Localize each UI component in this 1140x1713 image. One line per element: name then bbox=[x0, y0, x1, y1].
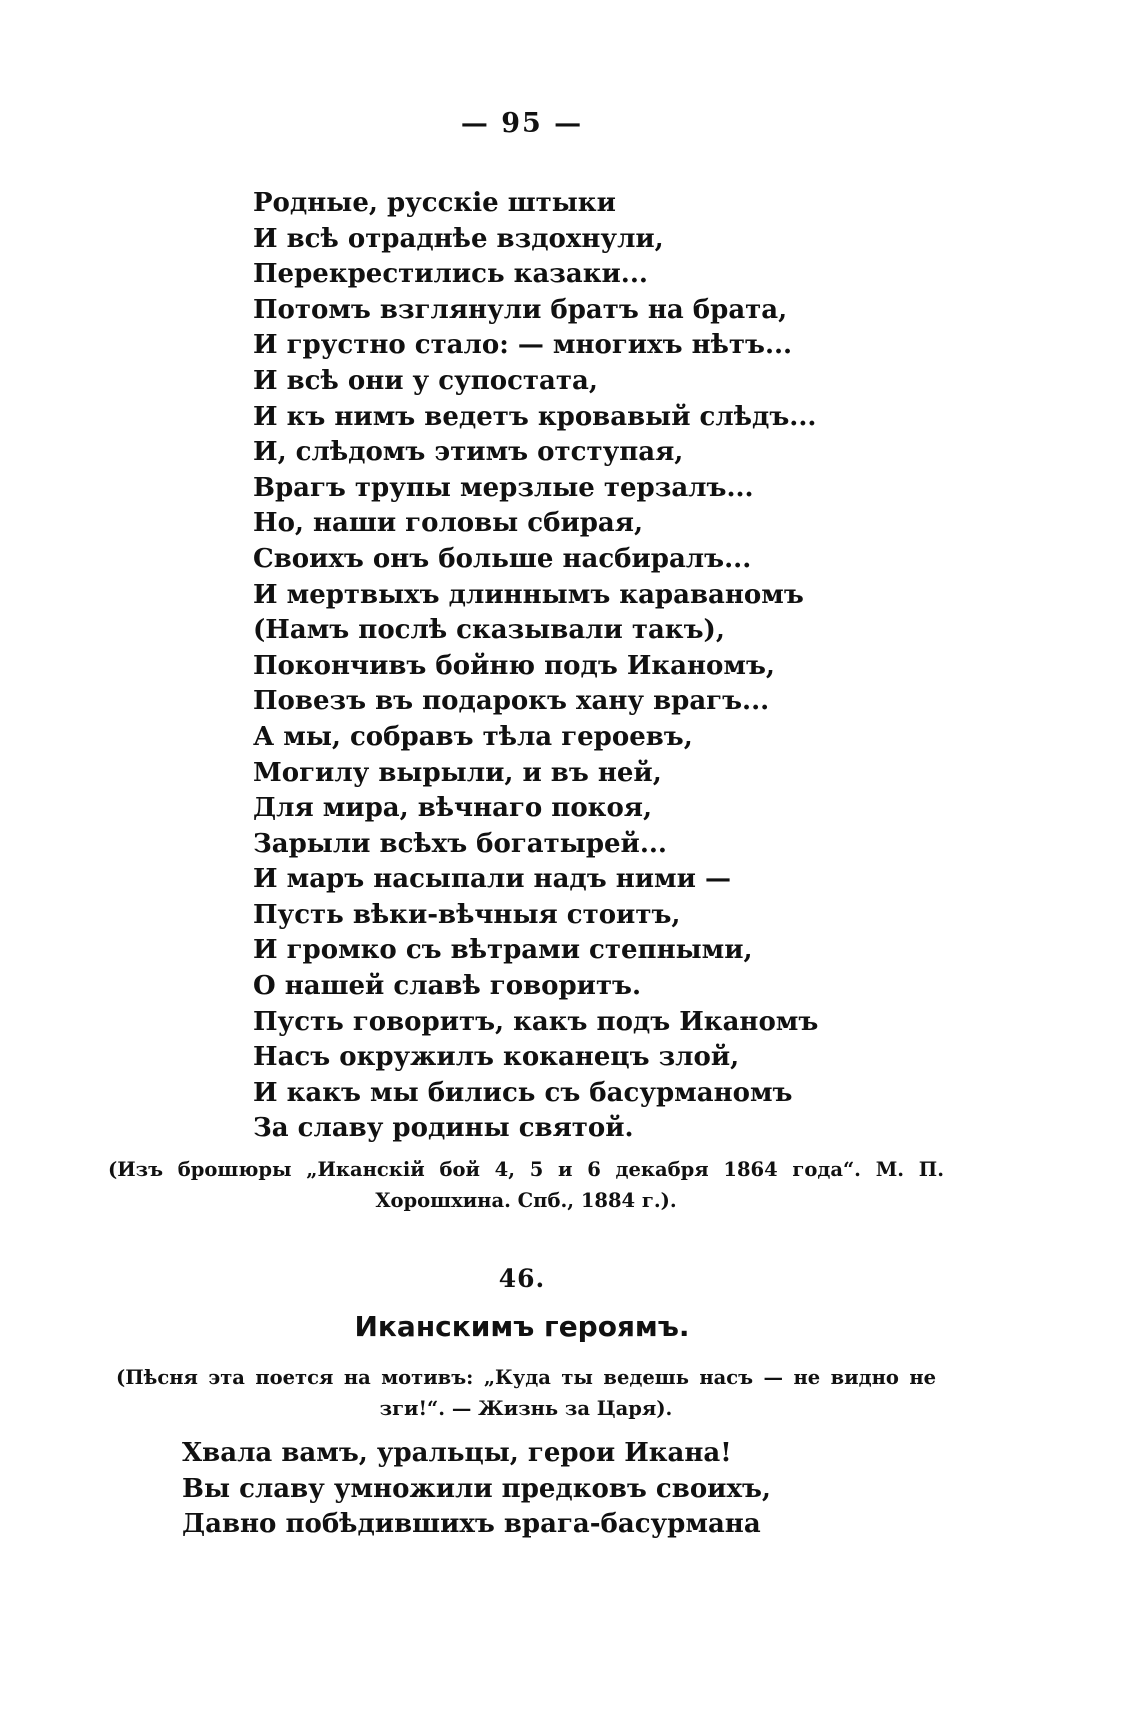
poem-line: Вы славу умножили предковъ своихъ, bbox=[182, 1473, 771, 1504]
poem-line: Для мира, вѣчнаго покоя, bbox=[253, 793, 653, 824]
poem-line: И мертвыхъ длиннымъ караваномъ bbox=[253, 579, 804, 610]
poem-line: Пусть вѣки-вѣчныя стоитъ, bbox=[253, 899, 681, 930]
source-citation: (Изъ брошюры „Иканскій бой 4, 5 и 6 декабря 1864 года“. М. П. Хорошхина. Спб., 1884 г.). bbox=[108, 1158, 944, 1212]
poem-line: Пусть говоритъ, какъ подъ Иканомъ bbox=[253, 1006, 819, 1037]
tune-note: (Пѣсня эта поется на мотивъ: „Куда ты ведешь насъ — не видно не зги!“. — Жизнь за Царя). bbox=[116, 1366, 936, 1420]
poem-line: И, слѣдомъ этимъ отступая, bbox=[253, 437, 684, 468]
poem-line: И всѣ отраднѣе вздохнули, bbox=[253, 223, 664, 254]
poem-line: Могилу вырыли, и въ ней, bbox=[253, 757, 662, 788]
poem-line: Покончивъ бойню подъ Иканомъ, bbox=[253, 650, 775, 681]
poem-line: И какъ мы бились съ басурманомъ bbox=[253, 1077, 793, 1108]
poem-line: Врагъ трупы мерзлые терзалъ... bbox=[253, 472, 754, 503]
poem-title: Иканскимъ героямъ. bbox=[354, 1310, 690, 1343]
poem-line: Насъ окружилъ коканецъ злой, bbox=[253, 1042, 740, 1073]
poem-continuation bbox=[253, 186, 873, 1147]
poem-line: И громко съ вѣтрами степными, bbox=[253, 935, 753, 966]
poem-line: И къ нимъ ведетъ кровавый слѣдъ... bbox=[253, 401, 817, 432]
poem-line: И грустно стало: — многихъ нѣтъ... bbox=[253, 330, 793, 361]
poem-line: За славу родины святой. bbox=[253, 1113, 634, 1144]
poem-line: Давно побѣдившихъ врага-басурмана bbox=[182, 1509, 761, 1540]
poem-line: О нашей славѣ говоритъ. bbox=[253, 971, 642, 1002]
poem-line: Потомъ взглянули братъ на брата, bbox=[253, 294, 788, 325]
poem-line: (Намъ послѣ сказывали такъ), bbox=[253, 615, 725, 646]
poem-line: Повезъ въ подарокъ хану врагъ... bbox=[253, 686, 770, 717]
poem-line: Родные, русскіе штыки bbox=[253, 188, 616, 218]
poem-46-text bbox=[182, 1436, 882, 1543]
poem-line: А мы, собравъ тѣла героевъ, bbox=[253, 721, 693, 752]
poem-line: Своихъ онъ больше насбиралъ... bbox=[253, 543, 752, 574]
poem-line: Перекрестились казаки... bbox=[253, 259, 648, 290]
poem-line: Хвала вамъ, уральцы, герои Икана! bbox=[182, 1438, 732, 1468]
poem-line: Но, наши головы сбирая, bbox=[253, 508, 644, 539]
poem-number: 46. bbox=[498, 1264, 546, 1293]
poem-line: Зарыли всѣхъ богатырей... bbox=[253, 828, 667, 859]
poem-line: И всѣ они у супостата, bbox=[253, 365, 598, 396]
poem-line: И маръ насыпали надъ ними — bbox=[253, 864, 731, 895]
page-number: — 95 — bbox=[460, 108, 584, 139]
